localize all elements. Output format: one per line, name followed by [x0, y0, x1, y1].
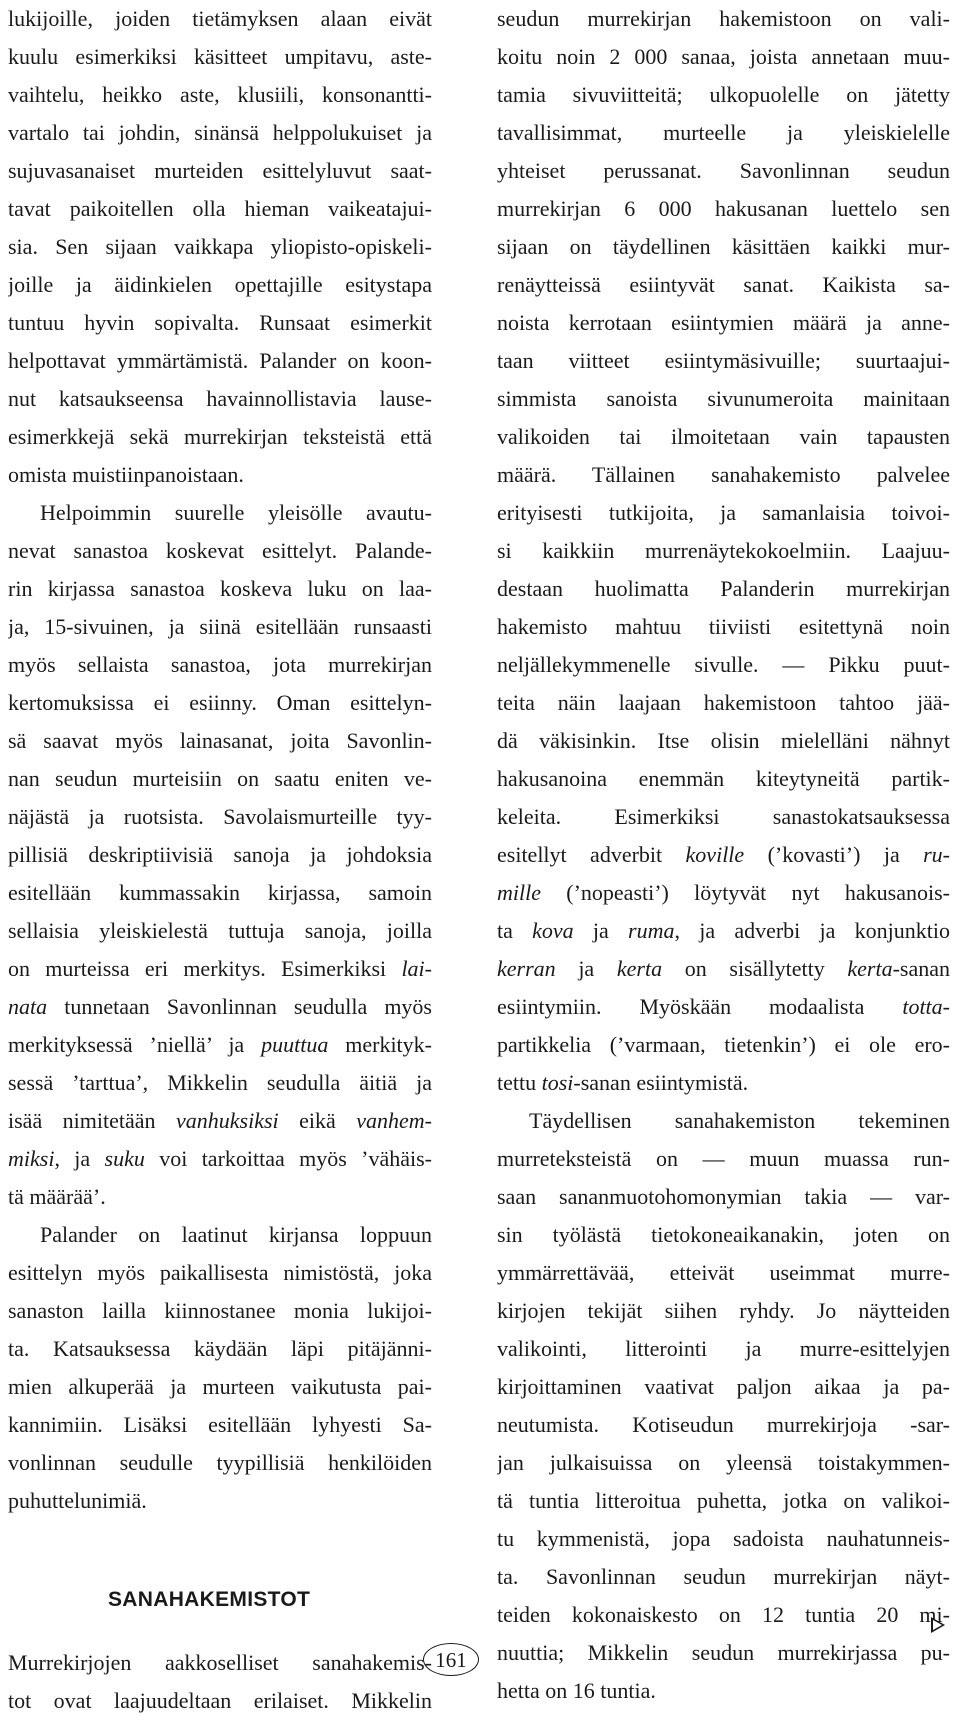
text-run: ja — [573, 918, 629, 943]
spacer — [8, 1520, 432, 1580]
italic-term: ruma — [628, 918, 675, 943]
text-line: partikkelia (’varmaan, tietenkin’) ei ole ero- — [497, 1032, 950, 1057]
text-run: -sanan esiintymistä. — [573, 1070, 749, 1095]
text-line — [497, 950, 950, 988]
italic-term: kerran — [497, 956, 556, 981]
text-line — [497, 988, 950, 1026]
text-line: määrä. Tällainen sanahakemisto palvelee — [497, 462, 950, 487]
italic-term: vanhem- — [356, 1108, 432, 1133]
text-line: ta. Katsauksessa käydään läpi pitäjänni- — [8, 1336, 432, 1361]
text-run: esiintymiin. Myöskään modaalista — [497, 994, 903, 1019]
text-line: koitu noin 2 000 sanaa, joista annetaan muu- — [497, 44, 950, 69]
text-line: hakusanoina enemmän kiteytyneitä partik- — [497, 766, 950, 791]
next-page-triangle-icon — [931, 1617, 945, 1633]
text-run: ja — [555, 956, 617, 981]
section-heading: SANAHAKEMISTOT — [108, 1588, 311, 1611]
text-line: saan sananmuotohomonymian takia — var- — [497, 1184, 950, 1209]
text-line: vonlinnan seudulle tyypillisiä henkilöiden — [8, 1450, 432, 1475]
text-line: ymmärrettävää, etteivät useimmat murre- — [497, 1260, 950, 1285]
italic-term: puuttua — [261, 1032, 329, 1057]
text-line: neutumista. Kotiseudun murrekirjoja -sar- — [497, 1412, 950, 1437]
text-line: vartalo tai johdin, sinänsä helppolukuiset ja — [8, 120, 432, 145]
text-run: , ja adverbi ja konjunktio — [674, 918, 950, 943]
italic-term: mille — [497, 880, 541, 905]
text-line: näjästä ja ruotsista. Savolaismurteille tyy- — [8, 804, 432, 829]
text-line: kirjojen tekijät siihen ryhdy. Jo näytteiden — [497, 1298, 950, 1323]
text-line: esitellään kummassakin kirjassa, samoin — [8, 880, 432, 905]
text-line — [8, 1102, 432, 1140]
text-line: vaihtelu, heikko aste, klusiili, konsonantti- — [8, 82, 432, 107]
text-line: tavat paikoitellen olla hieman vaikeatajui- — [8, 196, 432, 221]
page-number: 161 — [423, 1643, 479, 1676]
text-line: mien alkuperää ja murteen vaikutusta pai- — [8, 1374, 432, 1399]
text-run: merkityk- — [328, 1032, 432, 1057]
text-line: neljällekymmenelle sivulle. — Pikku puut- — [497, 652, 950, 677]
text-line: ta. Savonlinnan seudun murrekirjan näyt- — [497, 1564, 950, 1589]
text-line: tuntuu hyvin sopivalta. Runsaat esimerkit — [8, 310, 432, 335]
text-line: puhuttelunimiä. — [8, 1488, 147, 1513]
text-line: sanaston lailla kiinnostanee monia lukijoi- — [8, 1298, 432, 1323]
text-line: teiden kokonaiskesto on 12 tuntia 20 mi- — [497, 1602, 950, 1627]
text-line — [497, 912, 950, 950]
text-line: rin kirjassa sanastoa koskeva luku on laa- — [8, 576, 432, 601]
left-column — [8, 0, 432, 1720]
text-line: taan viitteet esiintymäsivuille; suurtaajui- — [497, 348, 950, 373]
text-line: tu kymmenistä, jopa sadoista nauhatunneis- — [497, 1526, 950, 1551]
text-line: sin työlästä tietokoneaikanakin, joten on — [497, 1222, 950, 1247]
right-column — [497, 0, 950, 1710]
italic-term: tosi — [541, 1070, 574, 1095]
left-paragraph-3 — [8, 1216, 432, 1520]
text-run: sanan — [899, 956, 950, 981]
italic-term: vanhuksiksi — [176, 1108, 279, 1133]
spacer — [8, 1620, 432, 1644]
text-line: myös sellaista sanastoa, jota murrekirjan — [8, 652, 432, 677]
text-line: nan seudun murteisiin on saatu eniten ve- — [8, 766, 432, 791]
italic-term: kerta- — [847, 956, 900, 981]
left-paragraph-4 — [8, 1644, 432, 1720]
text-line: jan julkaisuissa on yleensä toistakymmen- — [497, 1450, 950, 1475]
text-line: murrekirjan 6 000 hakusanan luettelo sen — [497, 196, 950, 221]
left-paragraph-2 — [8, 494, 432, 1216]
text-line: yhteiset perussanat. Savonlinnan seudun — [497, 158, 950, 183]
text-line: hakemisto mahtuu tiiviisti esitettynä noin — [497, 614, 950, 639]
text-run: merkityksessä ’niellä’ ja — [8, 1032, 262, 1057]
text-line: Helpoimmin suurelle yleisölle avautu- — [40, 500, 432, 525]
right-paragraph-2 — [497, 1102, 950, 1710]
text-line: destaan huolimatta Palanderin murrekirjan — [497, 576, 950, 601]
text-line: kannimiin. Lisäksi esitellään lyhyesti Sa- — [8, 1412, 432, 1437]
text-run: ta — [497, 918, 533, 943]
text-line: pillisiä deskriptiivisiä sanoja ja johdoksia — [8, 842, 432, 867]
text-line: Täydellisen sanahakemiston tekeminen — [529, 1108, 950, 1133]
text-line: esittelyn myös paikallisesta nimistöstä, joka — [8, 1260, 432, 1285]
italic-term: lai- — [401, 956, 432, 981]
text-line: simmista sanoista sivunumeroita mainitaan — [497, 386, 950, 411]
text-line: sä saavat myös lainasanat, joita Savonlin- — [8, 728, 432, 753]
text-line: helpottavat ymmärtämistä. Palander on koon- — [8, 348, 432, 373]
text-line: seudun murrekirjan hakemistoon on vali- — [497, 6, 950, 31]
text-line: nuuttia; Mikkelin seudun murrekirjassa pu- — [497, 1640, 950, 1665]
text-run: tettu — [497, 1070, 542, 1095]
text-line: murreteksteistä on — muun muassa run- — [497, 1146, 950, 1171]
text-line: kertomuksissa ei esiinny. Oman esittelyn- — [8, 690, 432, 715]
text-line — [497, 874, 950, 912]
text-run: (’nopeasti’) löytyvät nyt hakusanois- — [541, 880, 950, 905]
text-line: lukijoille, joiden tietämyksen alaan eivät — [8, 6, 432, 31]
text-line: kirjoittaminen vaativat paljon aikaa ja pa- — [497, 1374, 950, 1399]
text-line: ja, 15-sivuinen, ja siinä esitellään runsaasti — [8, 614, 432, 639]
text-line: valikointi, litterointi ja murre-esittelyjen — [497, 1336, 950, 1361]
italic-term: koville — [685, 842, 745, 867]
text-run: - — [942, 994, 950, 1019]
italic-term: kerta — [616, 956, 663, 981]
text-line: kuulu esimerkiksi käsitteet umpitavu, aste- — [8, 44, 432, 69]
text-line: sellaisia yleiskielestä tuttuja sanoja, joilla — [8, 918, 432, 943]
text-line: tä tuntia litteroitua puhetta, jotka on valikoi- — [497, 1488, 950, 1513]
text-line: renäytteissä esiintyvät sanat. Kaikista sa- — [497, 272, 950, 297]
text-line: sessä ’tarttua’, Mikkelin seudulla äitiä ja — [8, 1070, 432, 1095]
text-line — [8, 950, 432, 988]
text-line — [8, 1140, 432, 1178]
italic-term: miksi — [8, 1146, 55, 1171]
text-line: omista muistiinpanoistaan. — [8, 462, 244, 487]
text-run: (’kovasti’) ja — [744, 842, 924, 867]
text-line: noista kerrotaan esiintymien määrä ja anne- — [497, 310, 950, 335]
text-run: voi tarkoittaa myös ’vähäis- — [144, 1146, 432, 1171]
italic-term: kova — [532, 918, 574, 943]
text-line — [8, 988, 432, 1026]
text-line: tamia sivuviitteitä; ulkopuolelle on jätetty — [497, 82, 950, 107]
text-line: nut katsaukseensa havainnollistavia lause- — [8, 386, 432, 411]
text-line: sia. Sen sijaan vaikkapa yliopisto-opiskeli- — [8, 234, 432, 259]
text-line — [8, 1026, 432, 1064]
italic-term: suku — [104, 1146, 145, 1171]
text-run: on murteissa eri merkitys. Esimerkiksi — [8, 956, 402, 981]
italic-term: totta — [902, 994, 943, 1019]
text-line: Palander on laatinut kirjansa loppuun — [40, 1222, 432, 1247]
text-run: on sisällytetty — [662, 956, 848, 981]
text-run: , ja — [54, 1146, 105, 1171]
text-line: hetta on 16 tuntia. — [497, 1678, 656, 1703]
text-line: Murrekirjojen aakkoselliset sanahakemis- — [8, 1650, 432, 1675]
text-line: tä määrää’. — [8, 1184, 106, 1209]
right-paragraph-1 — [497, 0, 950, 1102]
text-line: esimerkkejä sekä murrekirjan teksteistä että — [8, 424, 432, 449]
text-line: sijaan on täydellinen käsittäen kaikki mur- — [497, 234, 950, 259]
text-line: teita näin laajaan hakemistoon tahtoo jää- — [497, 690, 950, 715]
text-line: tavallisimmat, murteelle ja yleiskielelle — [497, 120, 950, 145]
text-run: esitellyt adverbit — [497, 842, 686, 867]
text-line: dä väkisinkin. Itse olisin mielelläni nähnyt — [497, 728, 950, 753]
text-line: tot ovat laajuudeltaan erilaiset. Mikkelin — [8, 1688, 432, 1713]
left-paragraph-1 — [8, 0, 432, 494]
text-run: eikä — [278, 1108, 357, 1133]
text-line: si kaikkiin murrenäytekokoelmiin. Laajuu- — [497, 538, 950, 563]
text-line: keleita. Esimerkiksi sanastokatsauksessa — [497, 804, 950, 829]
text-line: nevat sanastoa koskevat esittelyt. Palande- — [8, 538, 432, 563]
text-run: isää nimitetään — [8, 1108, 176, 1133]
text-run: tunnetaan Savonlinnan seudulla myös — [47, 994, 432, 1019]
text-line: sujuvasanaiset murteiden esittelyluvut saat- — [8, 158, 432, 183]
text-line — [497, 836, 950, 874]
text-line: valikoiden tai ilmoitetaan vain tapausten — [497, 424, 950, 449]
italic-term: ru- — [923, 842, 950, 867]
text-line: joille ja äidinkielen opettajille esitystapa — [8, 272, 432, 297]
text-line — [497, 1064, 950, 1102]
text-line: erityisesti tutkijoita, ja samanlaisia toivoi- — [497, 500, 950, 525]
italic-term: nata — [8, 994, 48, 1019]
